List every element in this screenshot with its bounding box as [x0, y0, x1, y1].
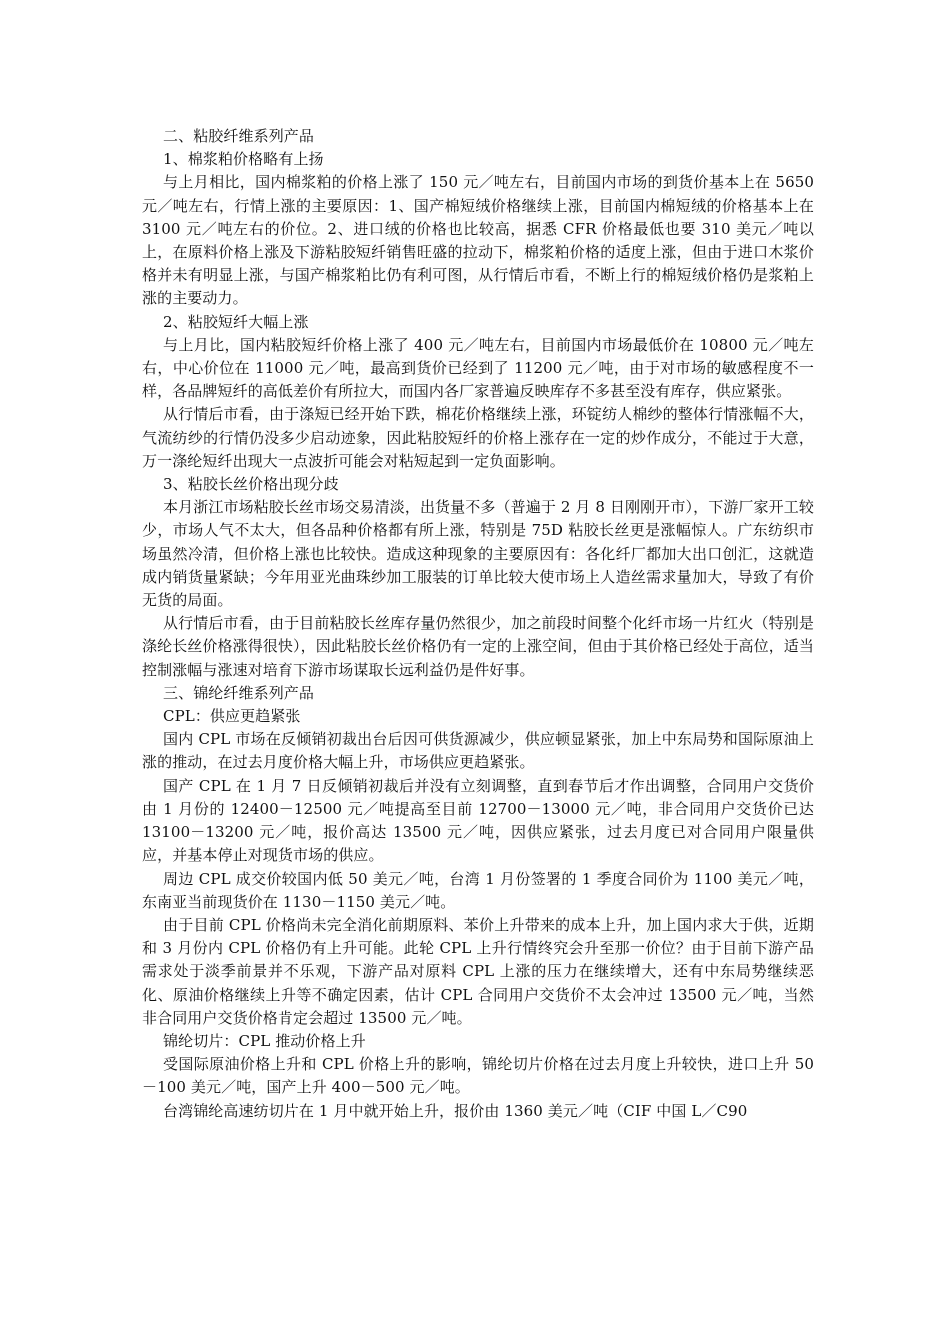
- paragraph-viscose-staple-outlook: 从行情后市看，由于涤短已经开始下跌，棉花价格继续上涨，环锭纺人棉纱的整体行情涨幅不大，气流纺纱的行情仍没多少启动迹象，因此粘胶短纤的价格上涨存在一定的炒作成分，不能过于大意，万一涤纶短纤出现大一点波折可能会对粘短起到一定负面影响。: [142, 405, 814, 470]
- paragraph-cpl-regional: 周边 CPL 成交价较国内低 50 美元／吨，台湾 1 月份签署的 1 季度合同价为 1100 美元／吨，东南亚当前现货价在 1130－1150 美元／吨。: [142, 869, 814, 911]
- paragraph-viscose-filament-outlook: 从行情后市看，由于目前粘胶长丝库存量仍然很少，加之前段时间整个化纤市场一片红火（特别是涤纶长丝价格涨得很快），因此粘胶长丝价格仍有一定的上涨空间，但由于其价格已经处于高位，适当控制涨幅与涨速对培育下游市场谋取长远利益仍是件好事。: [142, 614, 815, 679]
- document-page: [142, 125, 814, 1123]
- paragraph-cpl-domestic: 国内 CPL 市场在反倾销初裁出台后因可供货源减少，供应顿显紧张，加上中东局势和国际原油上涨的推动，在过去月度价格大幅上升，市场供应更趋紧张。: [142, 730, 814, 772]
- paragraph-nylon-chips-price: 受国际原油价格上升和 CPL 价格上升的影响，锦纶切片价格在过去月度上升较快，进口上升 50－100 美元／吨，国产上升 400－500 元／吨。: [142, 1055, 814, 1097]
- subheading-cpl: CPL：供应更趋紧张: [163, 707, 301, 726]
- subheading-cotton-pulp: 1、棉浆粕价格略有上扬: [163, 150, 324, 169]
- subheading-nylon-chips: 锦纶切片：CPL 推动价格上升: [163, 1031, 366, 1050]
- paragraph-taiwan-chips: 台湾锦纶高速纺切片在 1 月中就开始上升，报价由 1360 美元／吨（CIF 中国 L／C90: [163, 1101, 748, 1120]
- subheading-viscose-filament: 3、粘胶长丝价格出现分歧: [163, 475, 339, 494]
- subheading-viscose-staple: 2、粘胶短纤大幅上涨: [163, 312, 309, 331]
- paragraph-cotton-pulp: 与上月相比，国内棉浆粕的价格上涨了 150 元／吨左右，目前国内市场的到货价基本上在 5650 元／吨左右，行情上涨的主要原因：1、国产棉短绒价格继续上涨，目前国内棉短绒的价格基本上在 3100 元／吨左右的价位。2、进口绒的价格也比较高，据悉 CFR 价格最低也要 310 美元／吨以上，在原料价格上涨及下游粘胶短纤销售旺盛的拉动下，棉浆粕价格的适度上涨，但由于进口木浆价格并未有明显上涨，与国产棉浆粕比仍有利可图，从行情后市看，不断上行的棉短绒价格仍是浆粕上涨的主要动力。: [142, 173, 814, 308]
- paragraph-cpl-price-adjust: 国产 CPL 在 1 月 7 日反倾销初裁后并没有立刻调整，直到春节后才作出调整，合同用户交货价由 1 月份的 12400－12500 元／吨提高至目前 12700－13000 元／吨，非合同用户交货价已达 13100－13200 元／吨，报价高达 13500 元／吨，因供应紧张，过去月度已对合同用户限量供应，并基本停止对现货市场的供应。: [142, 776, 814, 865]
- paragraph-cpl-outlook: 由于目前 CPL 价格尚未完全消化前期原料、苯价上升带来的成本上升，加上国内求大于供，近期和 3 月份内 CPL 价格仍有上升可能。此轮 CPL 上升行情终究会升至那一价位？由于目前下游产品需求处于淡季前景并不乐观，下游产品对原料 CPL 上涨的压力在继续增大，还有中东局势继续恶化、原油价格继续上升等不确定因素，估计 CPL 合同用户交货价不太会冲过 13500 元／吨，当然非合同用户交货价格肯定会超过 13500 元／吨。: [142, 915, 814, 1027]
- paragraph-viscose-filament-market: 本月浙江市场粘胶长丝市场交易清淡，出货量不多（普遍于 2 月 8 日刚刚开市），下游厂家开工较少，市场人气不太大，但各品种价格都有所上涨，特别是 75D 粘胶长丝更是涨幅惊人。广东纺织市场虽然冷清，但价格上涨也比较快。造成这种现象的主要原因有：各化纤厂都加大出口创汇，这就造成内销货量紧缺；今年用亚光曲珠纱加工服装的订单比较大使市场上人造丝需求量加大，导致了有价无货的局面。: [142, 498, 814, 610]
- section-heading-viscose: 二、粘胶纤维系列产品: [163, 127, 315, 145]
- paragraph-viscose-staple-price: 与上月比，国内粘胶短纤价格上涨了 400 元／吨左右，目前国内市场最低价在 10800 元／吨左右，中心价位在 11000 元／吨，最高到货价已经到了 11200 元／吨，由于对市场的敏感程度不一样，各品牌短纤的高低差价有所拉大，而国内各厂家普遍反映库存不多甚至没有库存，供应紧张。: [142, 335, 814, 401]
- section-heading-nylon: 三、锦纶纤维系列产品: [163, 683, 315, 702]
